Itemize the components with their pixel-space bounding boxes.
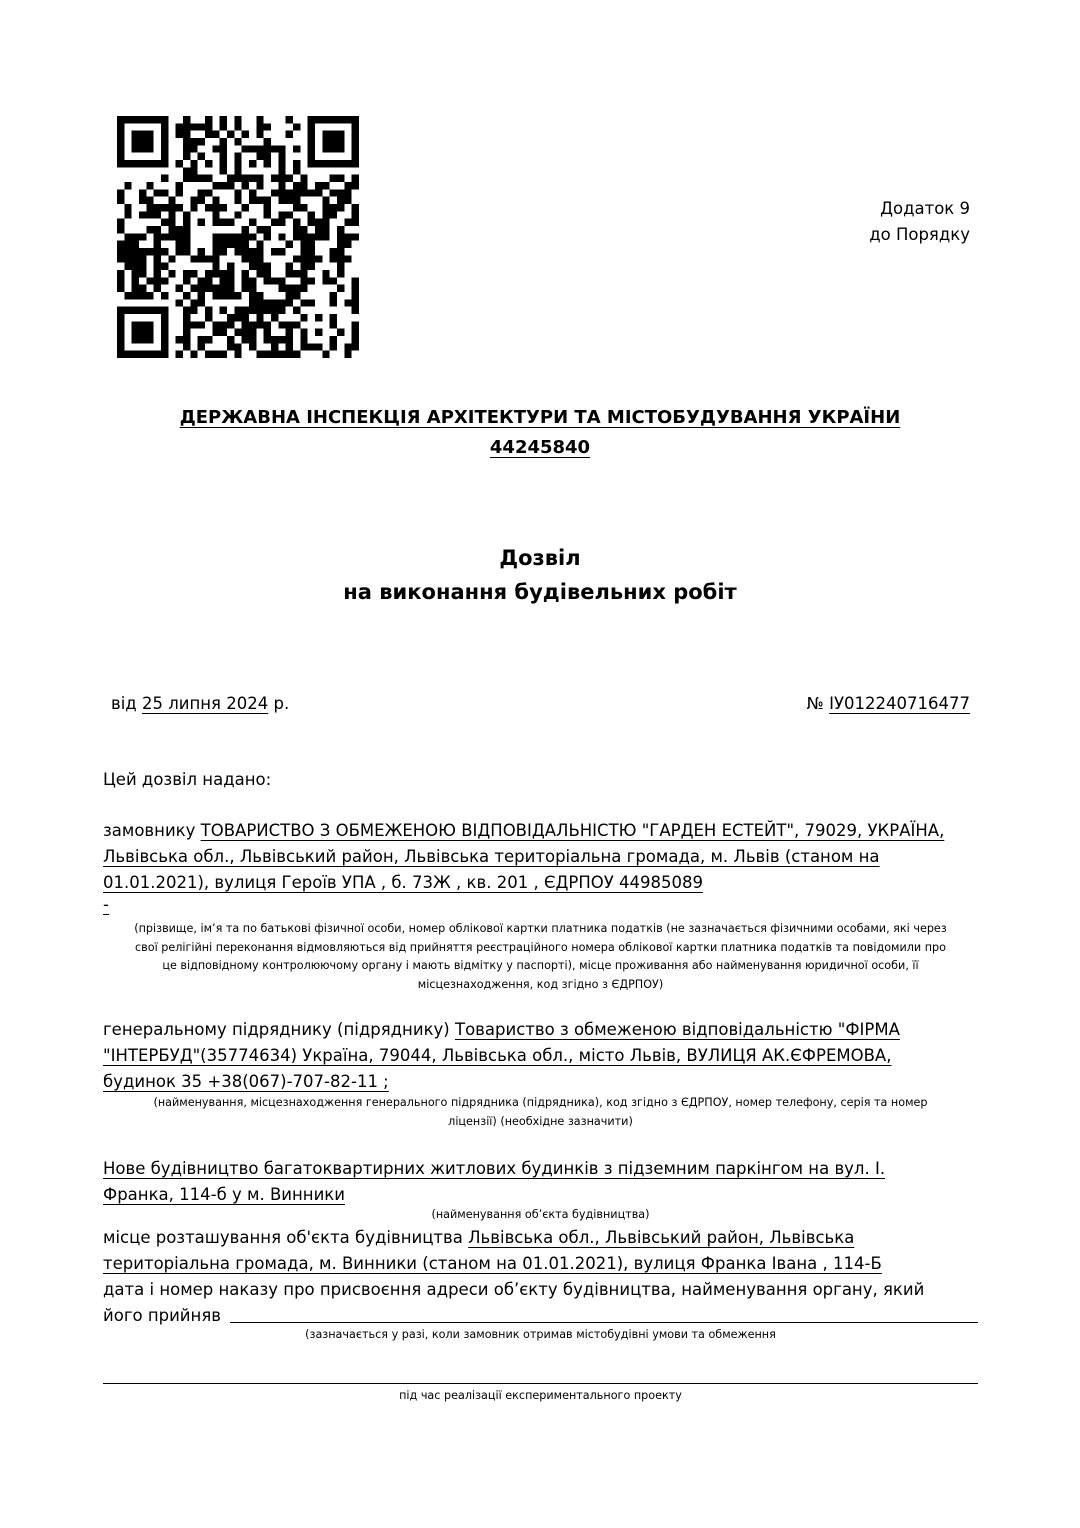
organization-code: 44245840 [489,437,591,458]
object-line: Франка, 114-б у м. Винники [103,1185,345,1204]
order-line: дата і номер наказу про присвоєння адреси об’єкту будівництва, найменування органу, який [103,1280,925,1299]
contractor-note: (найменування, місцезнаходження генерального підрядника (підрядника), код згідно з ЄДРПОУ, номер телефону, серія та номер ліцензії) (необхідне зазначити) [153,1096,928,1128]
customer-line: Львівська обл., Львівський район, Львівська територіальна громада, м. Львів (станом на [103,847,880,866]
order-blank-line [230,1322,978,1323]
order-blank-line [103,1383,978,1384]
customer-line: замовнику ТОВАРИСТВО З ОБМЕЖЕНОЮ ВІДПОВІДАЛЬНІСТЮ "ГАРДЕН ЕСТЕЙТ", 79029, УКРАЇНА, [103,821,945,840]
customer-line: 01.01.2021), вулиця Героїв УПА , б. 73Ж , кв. 201 , ЄДРПОУ 44985089 [103,873,703,892]
order-note: під час реалізації експериментального проекту [399,1389,682,1402]
document-title: Дозвіл [499,546,581,570]
contractor-line: будинок 35 +38(067)-707-82-11 ; [103,1072,389,1091]
location-line: місце розташування об'єкта будівництва Львівська обл., Львівський район, Львівська [103,1228,855,1247]
order-line: його прийняв [103,1306,221,1325]
customer-line: - [103,895,109,914]
location-line: територіальна громада, м. Винники (станом на 01.01.2021), вулиця Франка Івана , 114-Б [103,1254,882,1273]
contractor-line: генеральному підряднику (підряднику) Товариство з обмеженою відповідальністю "ФІРМА [103,1020,900,1039]
qr-code [117,116,359,358]
annex-line: до Порядку [869,225,970,244]
object-line: Нове будівництво багатоквартирних житлових будинків з підземним паркінгом на вул. І. [103,1159,886,1178]
contractor-line: "ІНТЕРБУД"(35774634) Україна, 79044, Львівська обл., місто Львів, ВУЛИЦЯ АК.ЄФРЕМОВА, [103,1046,892,1065]
object-note: (найменування об’єкта будівництва) [431,1208,650,1221]
organization-name: ДЕРЖАВНА ІНСПЕКЦІЯ АРХІТЕКТУРИ ТА МІСТОБУДУВАННЯ УКРАЇНИ [179,407,901,428]
document-subtitle: на виконання будівельних робіт [343,580,737,604]
issue-date: від 25 липня 2024 р. [111,694,290,713]
intro-text: Цей дозвіл надано: [103,770,272,789]
order-note: (зазначається у разі, коли замовник отримав містобудівні умови та обмеження [305,1328,776,1341]
annex-reference [869,196,970,248]
annex-line: Додаток 9 [880,199,970,218]
permit-number: № ІУ012240716477 [806,694,970,713]
customer-note: (прізвище, ім’я та по батькові фізичної особи, номер облікової картки платника податків (не зазначається фізичними особами, які через свої релігійні переконання відмовляються від прийняття реєстраційного номера облікової картки платника податків та повідомили про це відповідному контролюючому органу і мають відмітку у паспорті), місце проживання або найменування юридичної особи, її місцезнаходження, код згідно з ЄДРПОУ) [134,922,947,991]
